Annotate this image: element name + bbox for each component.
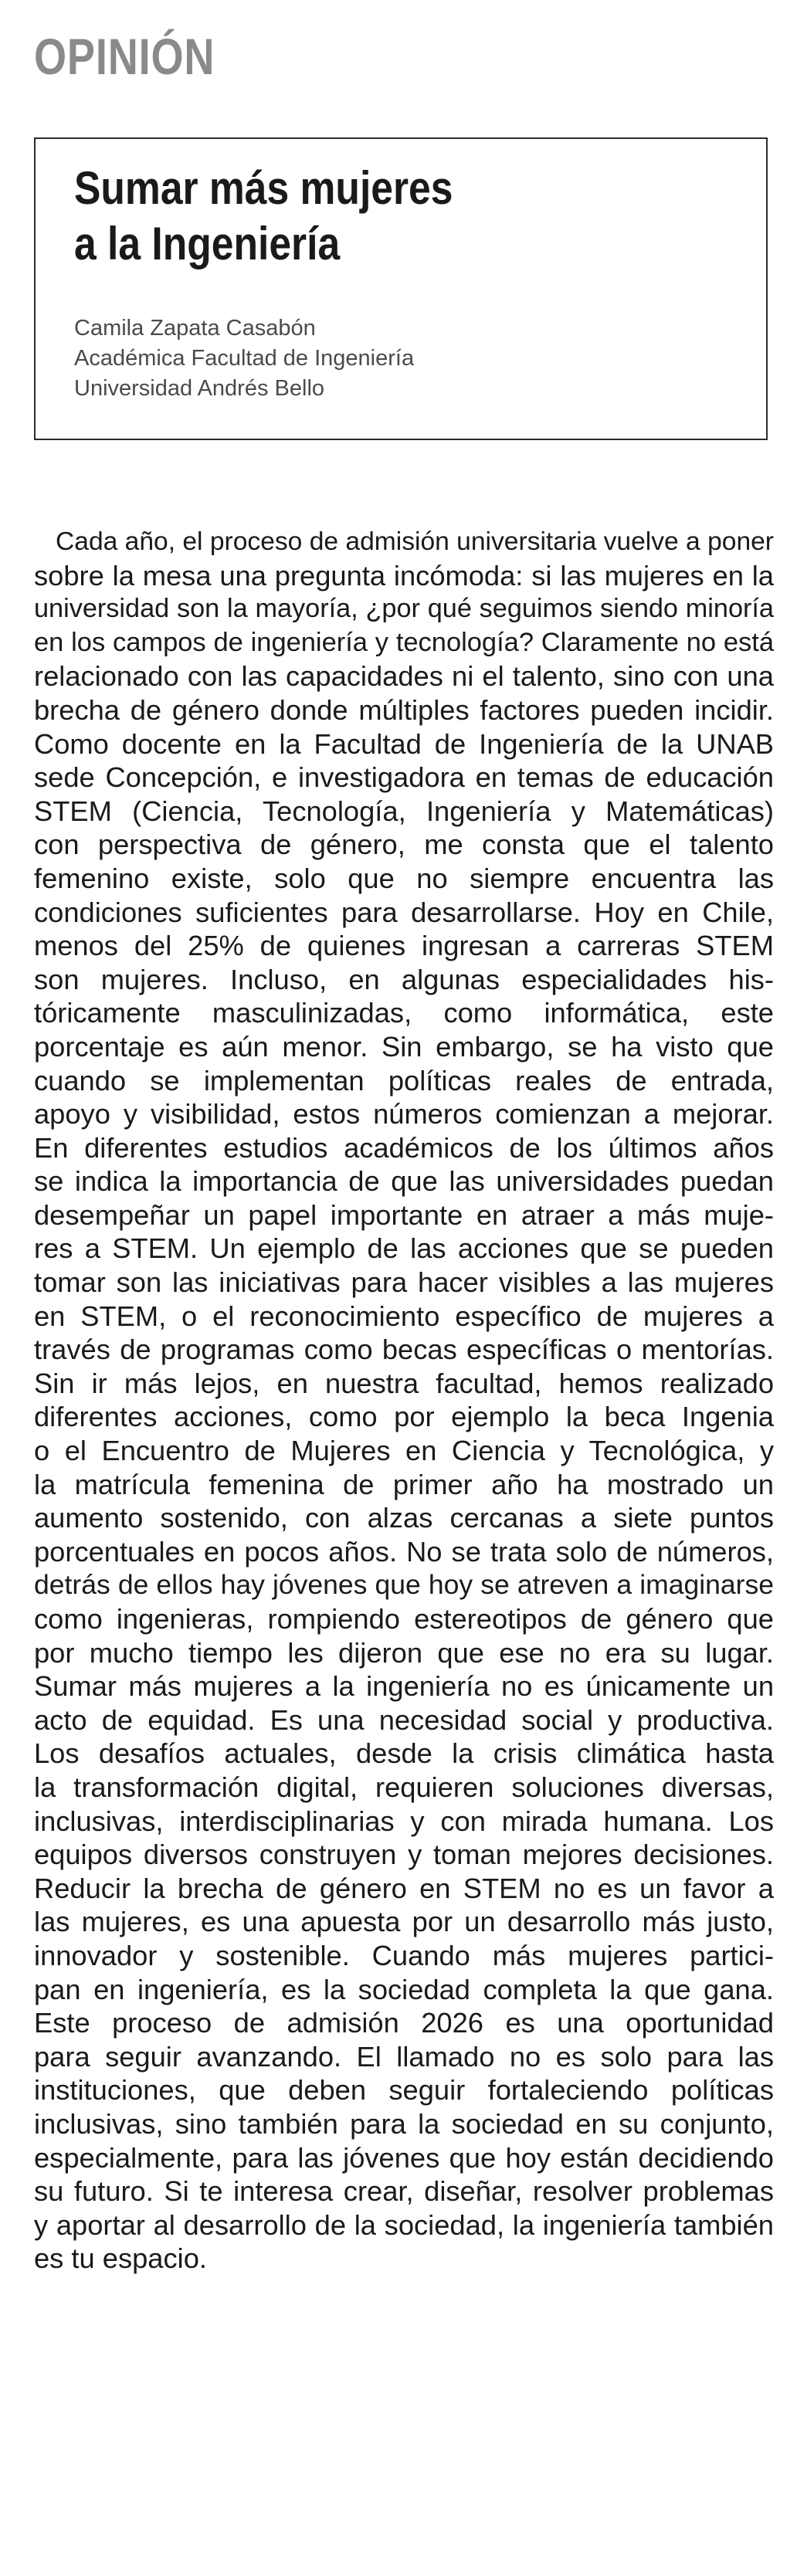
article-line: En diferentes estudios académicos de los últimos años	[34, 1131, 774, 1164]
article-line: son mujeres. Incluso, en algunas especialidades his-	[34, 963, 774, 995]
author-institution: Universidad Andrés Bello	[74, 376, 325, 401]
article-line: por mucho tiempo les dijeron que ese no era su lugar.	[34, 1636, 774, 1669]
article-line: se indica la importancia de que las universidades puedan	[34, 1165, 774, 1198]
article-line: y aportar al desarrollo de la sociedad, la ingeniería también	[34, 2208, 774, 2241]
article-line: con perspectiva de género, me consta que el talento	[34, 829, 774, 861]
headline-box	[34, 137, 768, 440]
article-line: menos del 25% de quienes ingresan a carreras STEM	[34, 930, 774, 962]
article-body	[34, 525, 774, 2276]
article-line: brecha de género donde múltiples factores pueden incidir.	[34, 693, 774, 726]
article-line: diferentes acciones, como por ejemplo la beca Ingenia	[34, 1401, 774, 1433]
article-line: sobre la mesa una pregunta incómoda: si las mujeres en la	[34, 559, 774, 591]
article-line: res a STEM. Un ejemplo de las acciones que se pueden	[34, 1232, 774, 1265]
article-line: través de programas como becas específicas o mentorías.	[34, 1334, 774, 1366]
article-line: instituciones, que deben seguir fortaleciendo políticas	[34, 2074, 774, 2107]
article-line: Como docente en la Facultad de Ingeniería de la UNAB	[34, 727, 774, 760]
article-line: como ingenieras, rompiendo estereotipos de género que	[34, 1603, 774, 1635]
article-line: inclusivas, interdisciplinarias y con mirada humana. Los	[34, 1805, 774, 1837]
article-line: es tu espacio.	[34, 2242, 207, 2275]
article-line: para seguir avanzando. El llamado no es solo para las	[34, 2040, 774, 2073]
article-line: equipos diversos construyen y toman mejores decisiones.	[34, 1839, 774, 1871]
article-line: condiciones suficientes para desarrollarse. Hoy en Chile,	[34, 896, 774, 928]
headline-line: a la Ingeniería	[74, 218, 341, 269]
article-line: acto de equidad. Es una necesidad social y productiva.	[34, 1703, 774, 1736]
article-line: pan en ingeniería, es la sociedad completa la que gana.	[34, 1973, 774, 2005]
headline	[74, 161, 453, 272]
article-line: cuando se implementan políticas reales de entrada,	[34, 1064, 774, 1096]
article-line: Reducir la brecha de género en STEM no es un favor a	[34, 1872, 774, 1904]
article-line: su futuro. Si te interesa crear, diseñar, resolver problemas	[34, 2175, 774, 2208]
article-line: Cada año, el proceso de admisión universitaria vuelve a poner	[56, 527, 774, 556]
article-line: relacionado con las capacidades ni el talento, sino con una	[34, 660, 774, 693]
article-line: STEM (Ciencia, Tecnología, Ingeniería y Matemáticas)	[34, 795, 774, 827]
section-label: OPINIÓN	[34, 28, 215, 85]
byline	[74, 314, 414, 404]
article-line: tomar son las iniciativas para hacer visibles a las mujeres	[34, 1266, 774, 1299]
article-line: tóricamente masculinizadas, como informática, este	[34, 997, 774, 1029]
article-line: porcentuales en pocos años. No se trata solo de números,	[34, 1535, 774, 1568]
article-line: porcentaje es aún menor. Sin embargo, se ha visto que	[34, 1030, 774, 1063]
article-line: aumento sostenido, con alzas cercanas a siete puntos	[34, 1502, 774, 1534]
article-line: sede Concepción, e investigadora en temas de educación	[34, 761, 774, 794]
article-line: Sumar más mujeres a la ingeniería no es únicamente un	[34, 1670, 774, 1703]
article-line: en STEM, o el reconocimiento específico de mujeres a	[34, 1300, 774, 1332]
article-line: la matrícula femenina de primer año ha mostrado un	[34, 1468, 774, 1500]
article-line: Sin ir más lejos, en nuestra facultad, hemos realizado	[34, 1367, 774, 1399]
article-line: detrás de ellos hay jóvenes que hoy se atreven a imaginarse	[34, 1569, 774, 1601]
article-line: en los campos de ingeniería y tecnología? Claramente no está	[34, 627, 774, 657]
headline-line: Sumar más mujeres	[74, 162, 453, 214]
article-line: innovador y sostenible. Cuando más mujeres partici-	[34, 1939, 774, 1971]
article-line: femenino existe, solo que no siempre encuentra las	[34, 862, 774, 894]
article-line: apoyo y visibilidad, estos números comienzan a mejorar.	[34, 1098, 774, 1130]
article-line: especialmente, para las jóvenes que hoy están decidiendo	[34, 2141, 774, 2174]
author-name: Camila Zapata Casabón	[74, 316, 316, 341]
article-line: inclusivas, sino también para la sociedad en su conjunto,	[34, 2107, 774, 2140]
article-line: Este proceso de admisión 2026 es una oportunidad	[34, 2007, 774, 2039]
author-title: Académica Facultad de Ingeniería	[74, 346, 415, 371]
article-line: la transformación digital, requieren soluciones diversas,	[34, 1771, 774, 1803]
article-line: desempeñar un papel importante en atraer a más muje-	[34, 1198, 774, 1231]
article-line: las mujeres, es una apuesta por un desarrollo más justo,	[34, 1906, 774, 1938]
article-line: universidad son la mayoría, ¿por qué seguimos siendo minoría	[34, 594, 774, 624]
article-line: Los desafíos actuales, desde la crisis climática hasta	[34, 1737, 774, 1770]
article-line: o el Encuentro de Mujeres en Ciencia y Tecnológica, y	[34, 1435, 774, 1467]
